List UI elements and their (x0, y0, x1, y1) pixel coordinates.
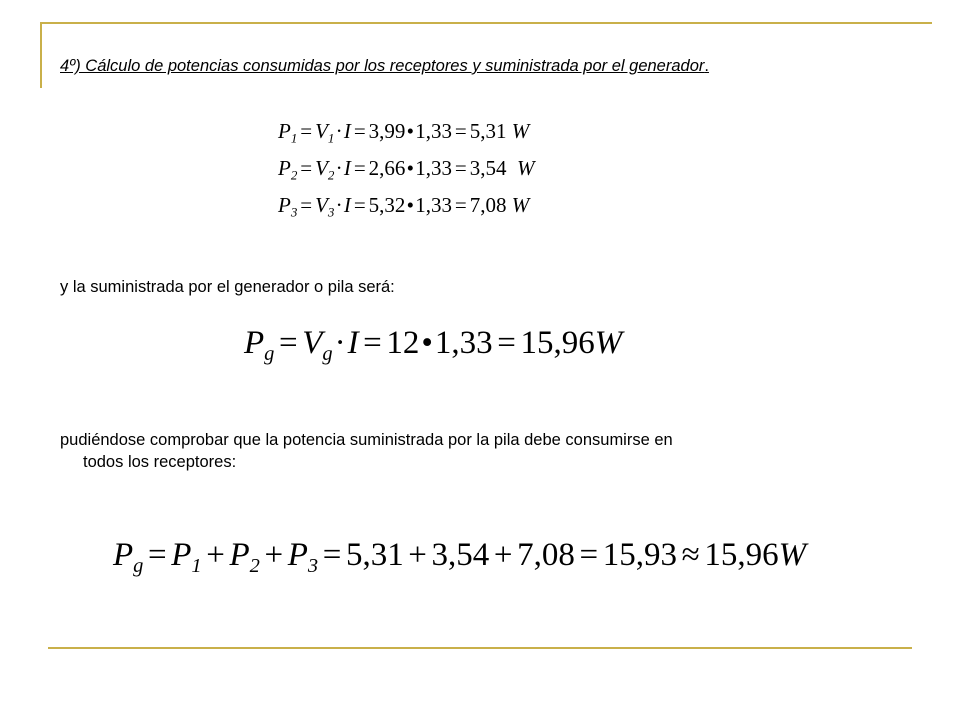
equation-power-balance: $P_g = P_1 + P_2 + P_3 = 5,31 + 3,54 + 7,08 = 15,93 \approx 15,96W$ (113, 537, 807, 578)
heading-text: 4º) Cálculo de potencias consumidas por los receptores y suministrada por el generador (60, 57, 705, 75)
bottom-border-line (48, 647, 912, 649)
equation-p2: $P_2 = V_2\cdot I$ = 2,66•1,33 = 3,54 W (278, 156, 535, 183)
equation-p3: $P_3 = V_3\cdot I$ = 5,32•1,33 = 7,08 W (278, 193, 530, 220)
equation-generator: $P_g = V_g\cdot I$ = 12•1,33 = 15,96W (244, 325, 623, 366)
heading-period: . (704, 57, 709, 75)
text-verification-line2: todos los receptores: (83, 453, 237, 471)
equation-p1: $P_1 = V_1\cdot I$ = 3,99•1,33 = 5,31 W (278, 119, 530, 146)
text-verification (60, 429, 673, 473)
text-verification-line1: pudiéndose comprobar que la potencia suministrada por la pila debe consumirse en (60, 431, 673, 449)
top-border-line (40, 22, 932, 24)
left-border-line (40, 22, 42, 88)
text-supplied-power: y la suministrada por el generador o pila será: (60, 278, 395, 296)
section-heading (60, 57, 709, 76)
